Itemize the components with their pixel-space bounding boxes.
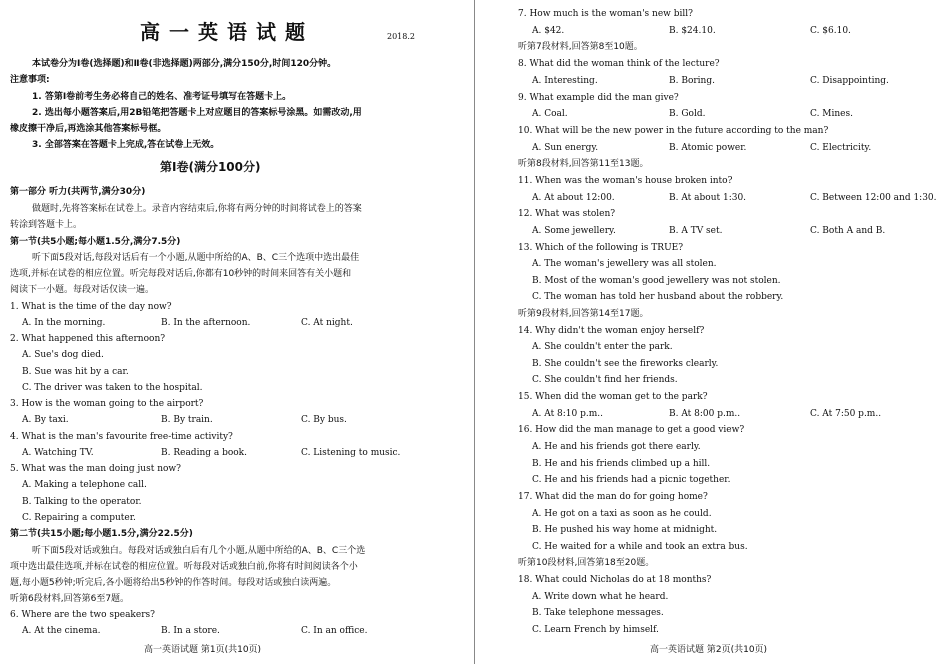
q13-option-a: A. The woman's jewellery was all stolen.: [532, 259, 717, 269]
q15-option-c: C. At 7:50 p.m..: [810, 409, 882, 419]
question-7: 7. How much is the woman's new bill?: [518, 9, 693, 19]
question-13: 13. Which of the following is TRUE?: [518, 243, 684, 253]
volume-heading: 第Ⅰ卷(满分100分): [160, 160, 261, 174]
q6-option-c: C. In an office.: [301, 626, 368, 636]
q4-option-b: B. Reading a book.: [161, 448, 248, 458]
part1-heading: 第一部分 听力(共两节,满分30分): [10, 187, 146, 197]
q4-option-a: A. Watching TV.: [22, 448, 94, 458]
q13-option-c: C. The woman has told her husband about the robbery.: [532, 292, 784, 302]
notice-title: 注意事项:: [10, 75, 50, 85]
q16-option-b: B. He and his friends climbed up a hill.: [532, 459, 711, 469]
q9-option-a: A. Coal.: [532, 109, 568, 119]
material-6-note: 听第6段材料,回答第6至7题。: [10, 594, 130, 604]
q14-option-b: B. She couldn't see the fireworks clearly.: [532, 359, 719, 369]
q17-option-b: B. He pushed his way home at midnight.: [532, 525, 718, 535]
question-5: 5. What was the man doing just now?: [10, 464, 181, 474]
material-8-note: 听第8段材料,回答第11至13题。: [518, 159, 649, 169]
q12-option-c: C. Both A and B.: [810, 226, 886, 236]
q10-option-c: C. Electricity.: [810, 143, 872, 153]
question-10: 10. What will be the new power in the future according to the man?: [518, 126, 829, 136]
section1-heading: 第一节(共5小题;每小题1.5分,满分7.5分): [10, 237, 181, 247]
q6-option-b: B. In a store.: [161, 626, 220, 636]
section1-desc-3: 阅读下一小题。每段对话仅读一遍。: [10, 285, 155, 295]
q12-option-b: B. A TV set.: [669, 226, 723, 236]
q15-option-a: A. At 8:10 p.m..: [532, 409, 603, 419]
question-16: 16. How did the man manage to get a good view?: [518, 425, 745, 435]
q2-option-b: B. Sue was hit by a car.: [22, 367, 129, 377]
q11-option-a: A. At about 12:00.: [532, 193, 615, 203]
q2-option-a: A. Sue's dog died.: [22, 350, 104, 360]
q14-option-c: C. She couldn't find her friends.: [532, 375, 678, 385]
section2-desc-2: 项中选出最佳选项,并标在试卷的相应位置。听每段对话或独白前,你将有时间阅读各个小: [10, 562, 358, 572]
notice-line-1: 1. 答第Ⅰ卷前考生务必将自己的姓名、准考证号填写在答题卡上。: [32, 92, 292, 102]
q16-option-a: A. He and his friends got there early.: [532, 442, 701, 452]
page-footer-2: 高一英语试题 第2页(共10页): [650, 645, 768, 655]
notice-line-4: 3. 全部答案在答题卡上完成,答在试卷上无效。: [32, 140, 220, 150]
question-15: 15. When did the woman get to the park?: [518, 392, 708, 402]
page-footer-1: 高一英语试题 第1页(共10页): [144, 645, 262, 655]
q1-option-a: A. In the morning.: [22, 318, 106, 328]
q18-option-b: B. Take telephone messages.: [532, 608, 664, 618]
q4-option-c: C. Listening to music.: [301, 448, 401, 458]
question-14: 14. Why didn't the woman enjoy herself?: [518, 326, 705, 336]
q9-option-c: C. Mines.: [810, 109, 853, 119]
q8-option-a: A. Interesting.: [532, 76, 598, 86]
q16-option-c: C. He and his friends had a picnic together.: [532, 475, 731, 485]
question-6: 6. Where are the two speakers?: [10, 610, 155, 620]
material-7-note: 听第7段材料,回答第8至10题。: [518, 42, 643, 52]
q8-option-b: B. Boring.: [669, 76, 715, 86]
q10-option-b: B. Atomic power.: [669, 143, 747, 153]
exam-title: 高一英语试题: [140, 20, 314, 44]
q18-option-c: C. Learn French by himself.: [532, 625, 659, 635]
q1-option-b: B. In the afternoon.: [161, 318, 251, 328]
question-4: 4. What is the man's favourite free-time activity?: [10, 432, 233, 442]
exam-page-2: [475, 0, 950, 664]
material-10-note: 听第10段材料,回答第18至20题。: [518, 558, 655, 568]
material-9-note: 听第9段材料,回答第14至17题。: [518, 309, 649, 319]
q11-option-c: C. Between 12:00 and 1:30.: [810, 193, 937, 203]
section2-heading: 第二节(共15小题;每小题1.5分,满分22.5分): [10, 529, 193, 539]
question-1: 1. What is the time of the day now?: [10, 302, 172, 312]
q5-option-c: C. Repairing a computer.: [22, 513, 136, 523]
question-11: 11. When was the woman's house broken into?: [518, 176, 733, 186]
q3-option-c: C. By bus.: [301, 415, 347, 425]
notice-line-3: 橡皮擦干净后,再选涂其他答案标号框。: [10, 124, 167, 134]
q17-option-a: A. He got on a taxi as soon as he could.: [532, 509, 712, 519]
q7-option-b: B. $24.10.: [669, 26, 716, 36]
q17-option-c: C. He waited for a while and took an extra bus.: [532, 542, 748, 552]
q18-option-a: A. Write down what he heard.: [532, 592, 669, 602]
q7-option-a: A. $42.: [532, 26, 565, 36]
q1-option-c: C. At night.: [301, 318, 353, 328]
part1-desc-1: 做题时,先将答案标在试卷上。录音内容结束后,你将有两分钟的时间将试卷上的答案: [32, 204, 362, 214]
section1-desc-2: 选项,并标在试卷的相应位置。听完每段对话后,你都有10秒钟的时间来回答有关小题和: [10, 269, 352, 279]
q11-option-b: B. At about 1:30.: [669, 193, 747, 203]
notice-line-2: 2. 选出每小题答案后,用2B铅笔把答题卡上对应题目的答案标号涂黑。如需改动,用: [32, 108, 362, 118]
section1-desc-1: 听下面5段对话,每段对话后有一个小题,从题中所给的A、B、C三个选项中选出最佳: [32, 253, 360, 263]
exam-date: 2018.2: [387, 32, 415, 41]
question-9: 9. What example did the man give?: [518, 93, 679, 103]
q7-option-c: C. $6.10.: [810, 26, 851, 36]
q5-option-b: B. Talking to the operator.: [22, 497, 142, 507]
part1-desc-2: 转涂到答题卡上。: [10, 220, 83, 230]
q3-option-a: A. By taxi.: [22, 415, 69, 425]
q12-option-a: A. Some jewellery.: [532, 226, 616, 236]
q9-option-b: B. Gold.: [669, 109, 706, 119]
question-12: 12. What was stolen?: [518, 209, 616, 219]
section2-desc-3: 题,每小题5秒钟;听完后,各小题将给出5秒钟的作答时间。每段对话或独白读两遍。: [10, 578, 337, 588]
q3-option-b: B. By train.: [161, 415, 213, 425]
q2-option-c: C. The driver was taken to the hospital.: [22, 383, 203, 393]
q15-option-b: B. At 8:00 p.m..: [669, 409, 741, 419]
question-17: 17. What did the man do for going home?: [518, 492, 708, 502]
intro-text: 本试卷分为Ⅰ卷(选择题)和Ⅱ卷(非选择题)两部分,满分150分,时间120分钟。: [32, 59, 337, 69]
q5-option-a: A. Making a telephone call.: [22, 480, 147, 490]
q14-option-a: A. She couldn't enter the park.: [532, 342, 673, 352]
q13-option-b: B. Most of the woman's good jewellery was not stolen.: [532, 276, 781, 286]
question-18: 18. What could Nicholas do at 18 months?: [518, 575, 712, 585]
question-3: 3. How is the woman going to the airport?: [10, 399, 204, 409]
q10-option-a: A. Sun energy.: [532, 143, 599, 153]
section2-desc-1: 听下面5段对话或独白。每段对话或独白后有几个小题,从题中所给的A、B、C三个选: [32, 546, 366, 556]
q8-option-c: C. Disappointing.: [810, 76, 889, 86]
question-2: 2. What happened this afternoon?: [10, 334, 166, 344]
question-8: 8. What did the woman think of the lecture?: [518, 59, 720, 69]
q6-option-a: A. At the cinema.: [22, 626, 101, 636]
